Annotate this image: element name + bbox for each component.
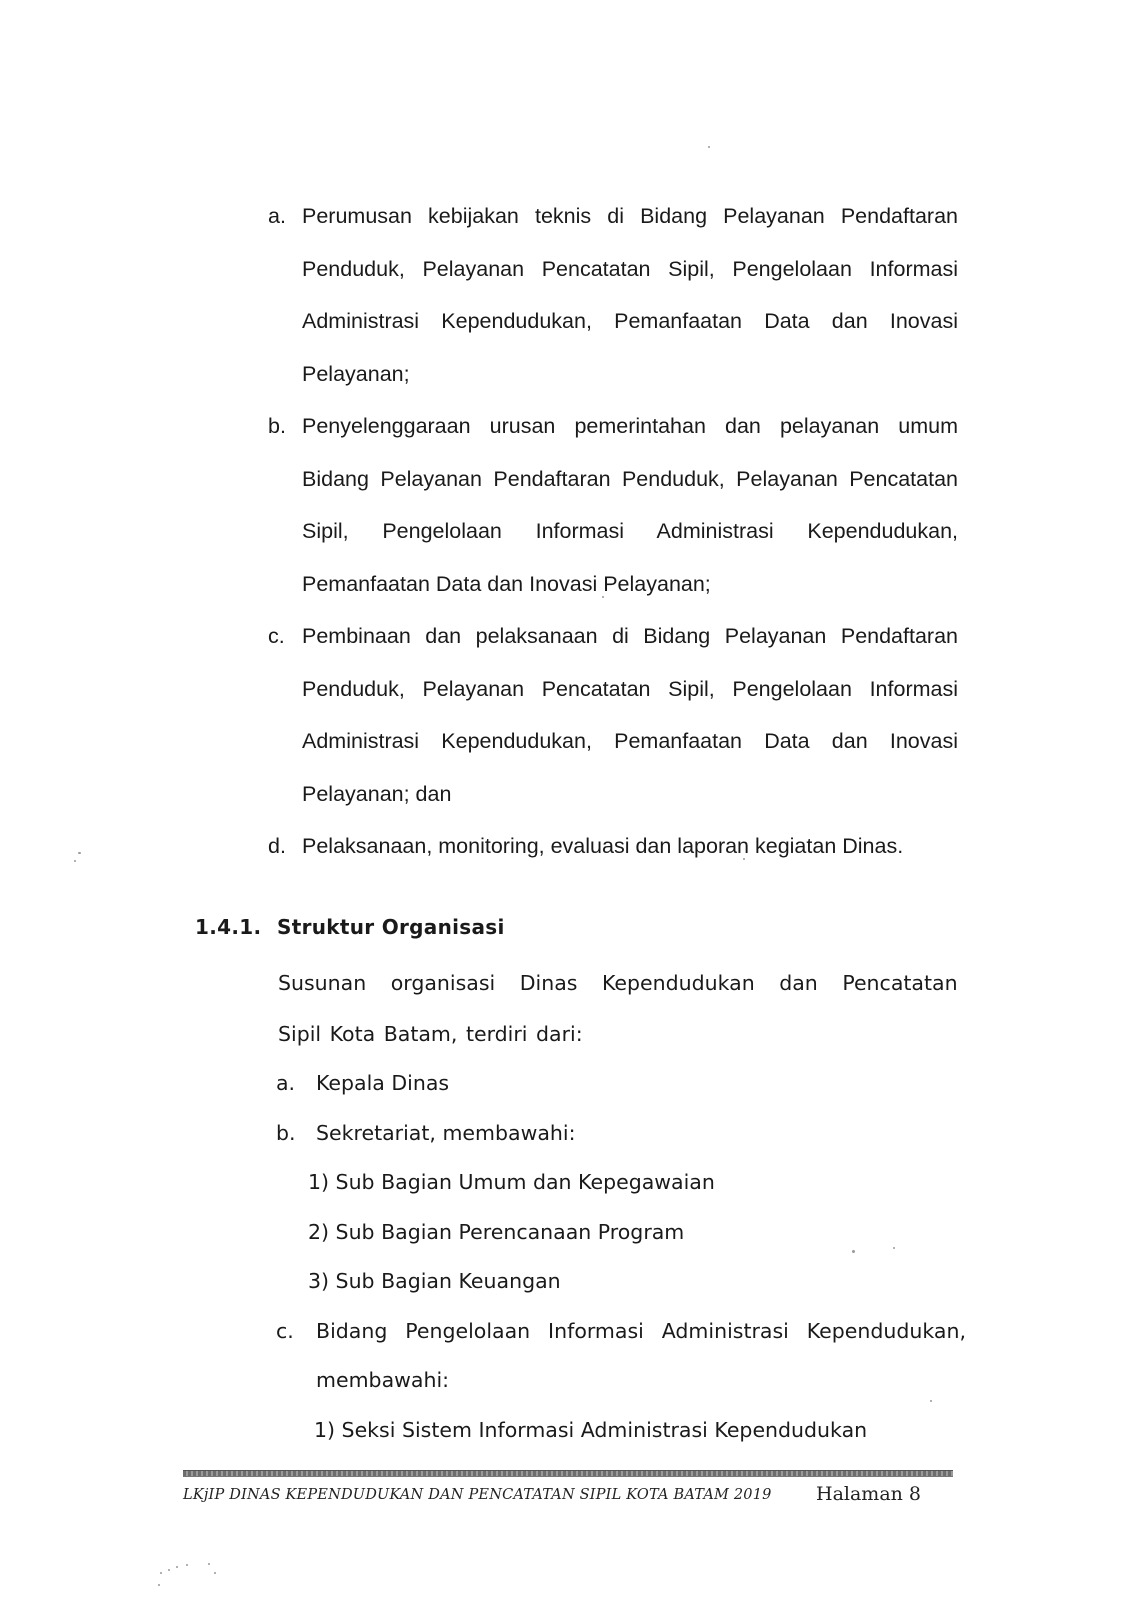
function-item <box>268 820 958 873</box>
scan-speck <box>168 1569 170 1571</box>
functions-list <box>268 190 958 873</box>
list-item-text: Pelaksanaan, monitoring, evaluasi dan laporan kegiatan Dinas. <box>302 834 904 858</box>
org-item-sekretariat <box>276 1109 966 1159</box>
list-marker: b. <box>268 414 286 438</box>
org-item-kepala-dinas <box>276 1059 966 1109</box>
list-item-text: Penyelenggaraan urusan pemerintahan dan pelayanan umum Bidang Pelayanan Pendaftaran Penduduk, Pelayanan Pencatatan Sipil, Pengelolaan Informasi Administrasi Kependudukan, Pemanfaatan Data dan Inovasi Pelayanan; <box>302 414 958 596</box>
scan-speck <box>214 1572 216 1574</box>
list-item-text: Kepala Dinas <box>316 1071 450 1095</box>
section-heading <box>195 915 505 939</box>
intro-paragraph <box>278 958 962 1060</box>
scan-speck <box>158 1584 160 1586</box>
scan-speck <box>743 858 745 860</box>
scan-speck <box>708 146 710 148</box>
list-marker: a. <box>276 1071 296 1095</box>
function-item <box>268 400 958 610</box>
org-structure-list <box>276 1059 966 1455</box>
sub-item: 1) Seksi Sistem Informasi Administrasi Kependudukan <box>314 1417 868 1442</box>
page-number: Halaman 8 <box>816 1483 922 1505</box>
sub-item: 1) Sub Bagian Umum dan Kepegawaian <box>308 1170 715 1194</box>
scan-speck <box>893 1247 895 1249</box>
scan-speck <box>852 1250 855 1253</box>
sub-item: 3) Sub Bagian Keuangan <box>308 1269 561 1293</box>
scan-speck <box>186 1564 188 1566</box>
scan-speck <box>176 1566 178 1568</box>
list-item-text: Pembinaan dan pelaksanaan di Bidang Pelayanan Pendaftaran Penduduk, Pelayanan Pencatatan Sipil, Pengelolaan Informasi Administrasi Kependudukan, Pemanfaatan Data dan Inovasi Pelayanan; dan <box>302 624 958 806</box>
list-item-text: Bidang Pengelolaan Informasi Administrasi Kependudukan, membawahi: <box>316 1318 966 1392</box>
org-item-bidang-pengelolaan <box>276 1307 966 1406</box>
section-title: Struktur Organisasi <box>277 915 505 939</box>
list-marker: a. <box>268 204 286 228</box>
list-item-text: Sekretariat, membawahi: <box>316 1120 576 1145</box>
function-item <box>268 190 958 400</box>
scan-speck <box>602 596 604 598</box>
footer-document-title: LKjIP DINAS KEPENDUDUKAN DAN PENCATATAN SIPIL KOTA BATAM 2019 <box>183 1487 772 1503</box>
scan-speck <box>930 1400 932 1402</box>
scan-speck <box>74 860 76 862</box>
scan-speck <box>78 852 81 854</box>
scan-speck <box>160 1572 162 1574</box>
intro-line: Sipil Kota Batam, terdiri dari: <box>278 1022 583 1046</box>
sub-item: 2) Sub Bagian Perencanaan Program <box>308 1219 685 1244</box>
list-item-text: Perumusan kebijakan teknis di Bidang Pelayanan Pendaftaran Penduduk, Pelayanan Pencatatan Sipil, Pengelolaan Informasi Administrasi Kependudukan, Pemanfaatan Data dan Inovasi Pelayanan; <box>302 204 958 386</box>
intro-line: Susunan organisasi Dinas Kependudukan dan Pencatatan <box>278 971 958 995</box>
footer-divider <box>183 1470 953 1477</box>
list-marker: b. <box>276 1120 296 1145</box>
section-number: 1.4.1. <box>195 915 262 939</box>
list-marker: d. <box>268 834 286 858</box>
list-marker: c. <box>268 624 285 648</box>
function-item <box>268 610 958 820</box>
scan-speck <box>208 1563 210 1565</box>
list-marker: c. <box>276 1318 294 1343</box>
